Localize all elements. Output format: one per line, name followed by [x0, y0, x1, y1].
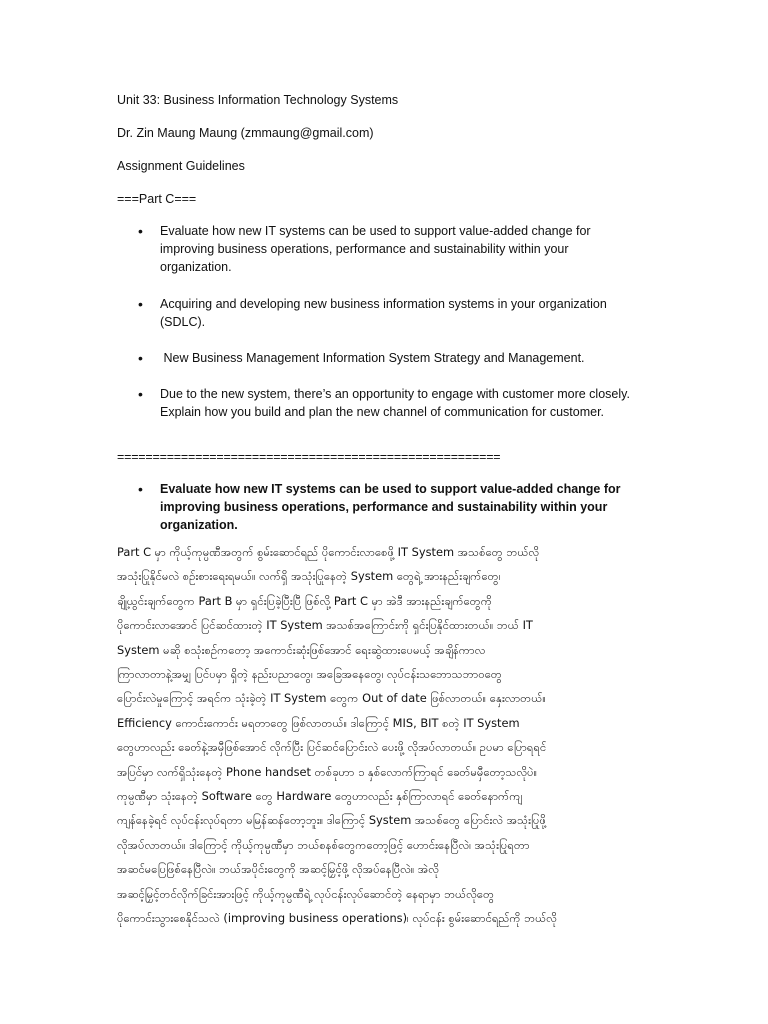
body-line: ပြောင်းလဲမှုကြောင့် အရင်က သုံးခဲ့တဲ့ IT System တွေက Out of date ဖြစ်လာတယ်။ နှေးလာတယ်။ — [117, 691, 546, 706]
body-line: Part C မှာ ကိုယ့်ကုမ္ပဏီအတွက် စွမ်းဆောင်ရည် ပိုကောင်းလာစေဖို့ IT System အသစ်တွေ ဘယ်လို — [117, 545, 540, 559]
bullet-dot-icon: • — [138, 481, 143, 497]
bullet-item-1: Evaluate how new IT systems can be used to support value-added change for improving business operations, performance and sustainability within your organization. — [160, 224, 591, 274]
body-line: ကျန်နေခဲ့ရင် လုပ်ငန်းလုပ်ရတာ မမြန်ဆန်တော့ဘူး။ ဒါကြောင့် System အသစ်တွေ ပြောင်းလဲ အသုံးပြုဖို့ — [117, 813, 546, 828]
body-line: အဆင်မပြေဖြစ်နေပြီလဲ။ ဘယ်အပိုင်းတွေကို အဆင့်မြှင့်ဖို့ လိုအပ်နေပြီလဲ။ အဲလို — [117, 862, 440, 877]
author-line: Dr. Zin Maung Maung (zmmaung@gmail.com) — [117, 126, 374, 140]
body-line: ပိုကောင်းလာအောင် ပြင်ဆင်ထားတဲ့ IT System အသစ်အကြောင်းကို ရှင်းပြနိုင်ထားတယ်။ ဘယ် IT — [117, 618, 533, 633]
body-line: အဆင့်မြှင့်တင်လိုက်ခြင်းအားဖြင့် ကိုယ့်ကုမ္ပဏီရဲ့ လုပ်ငန်းလုပ်ဆောင်တဲ့ နေရာမှာ ဘယ်လိုတွေ — [117, 886, 495, 901]
bullet-dot-icon: • — [138, 223, 143, 239]
bold-bullet-item: Evaluate how new IT systems can be used to support value-added change for improving business operations, performance and sustainability within your organization. — [160, 482, 621, 532]
unit-title: Unit 33: Business Information Technology Systems — [117, 93, 399, 107]
separator-line: ====================================================== — [117, 450, 501, 464]
body-line: အသုံးပြုနိုင်မလဲ စဉ်းစားရေးရမယ်။ လက်ရှိ အသုံးပြုနေတဲ့ System တွေရဲ့ အားနည်းချက်တွေ၊ — [117, 569, 501, 584]
bullet-dot-icon: • — [138, 296, 143, 312]
body-line: အပြင်မှာ လက်ရှိသုံးနေတဲ့ Phone handset တစ်ခုဟာ ၁ နှစ်လောက်ကြာရင် ခေတ်မမှီတော့သလိုပဲ။ — [117, 764, 538, 779]
body-line: ပိုကောင်းသွားစေနိုင်သလဲ (improving business operations)၊ လုပ်ငန်း စွမ်းဆောင်ရည်ကို ဘယ်လို — [117, 911, 557, 926]
body-line: တွေဟာလည်း ခေတ်နဲ့အမှီဖြစ်အောင် လိုက်ပြီး ပြင်ဆင်ပြောင်းလဲ ပေးဖို့ လိုအပ်လာတယ်။ ဥပမာ ပြောရရင် — [117, 740, 547, 755]
part-c-heading: ===Part C=== — [117, 192, 197, 206]
bullet-dot-icon: • — [138, 386, 143, 402]
body-line: ချို့ယွင်းချက်တွေက Part B မှာ ရှင်းပြခဲ့ပြီးပြီ ဖြစ်လို့ Part C မှာ အဲဒီ အားနည်းချက်တွေကို — [117, 593, 493, 608]
bullet-item-2: Acquiring and developing new business information systems in your organization (SDLC). — [160, 297, 607, 329]
body-paragraph — [117, 540, 652, 931]
body-line: System မဆို စသုံးစဉ်ကတော့ အကောင်းဆုံးဖြစ်အောင် ရေးဆွဲထားပေမယ့် အချိန်ကာလ — [117, 642, 486, 657]
bullet-dot-icon: • — [138, 350, 143, 366]
bullet-item-4: Due to the new system, there’s an opportunity to engage with customer more closely. Explain how you build and plan the new channel of communication for customer. — [160, 387, 630, 419]
body-line: လိုအပ်လာတယ်။ ဒါကြောင့် ကိုယ့်ကုမ္ပဏီမှာ ဘယ်စနစ်တွေကတော့ဖြင့် ဟောင်းနေပြီလဲ၊ အသုံးပြုရတာ — [117, 837, 530, 852]
body-line: Efficiency ကောင်းကောင်း မရတာတွေ ဖြစ်လာတယ်။ ဒါကြောင့် MIS, BIT စတဲ့ IT System — [117, 715, 520, 730]
body-line: ကြာလာတာနဲ့အမျှ ပြင်ပမှာ ရှိတဲ့ နည်းပညာတွေ၊ အခြေအနေတွေ၊ လုပ်ငန်းသဘောသဘာဝတွေ — [117, 667, 503, 682]
assignment-guidelines-heading: Assignment Guidelines — [117, 159, 245, 173]
body-line: ကုမ္ပဏီမှာ သုံးနေတဲ့ Software တွေ Hardware တွေဟာလည်း နှစ်ကြာလာရင် ခေတ်နောက်ကျ — [117, 789, 523, 804]
bullet-item-3: New Business Management Information System Strategy and Management. — [160, 351, 585, 365]
